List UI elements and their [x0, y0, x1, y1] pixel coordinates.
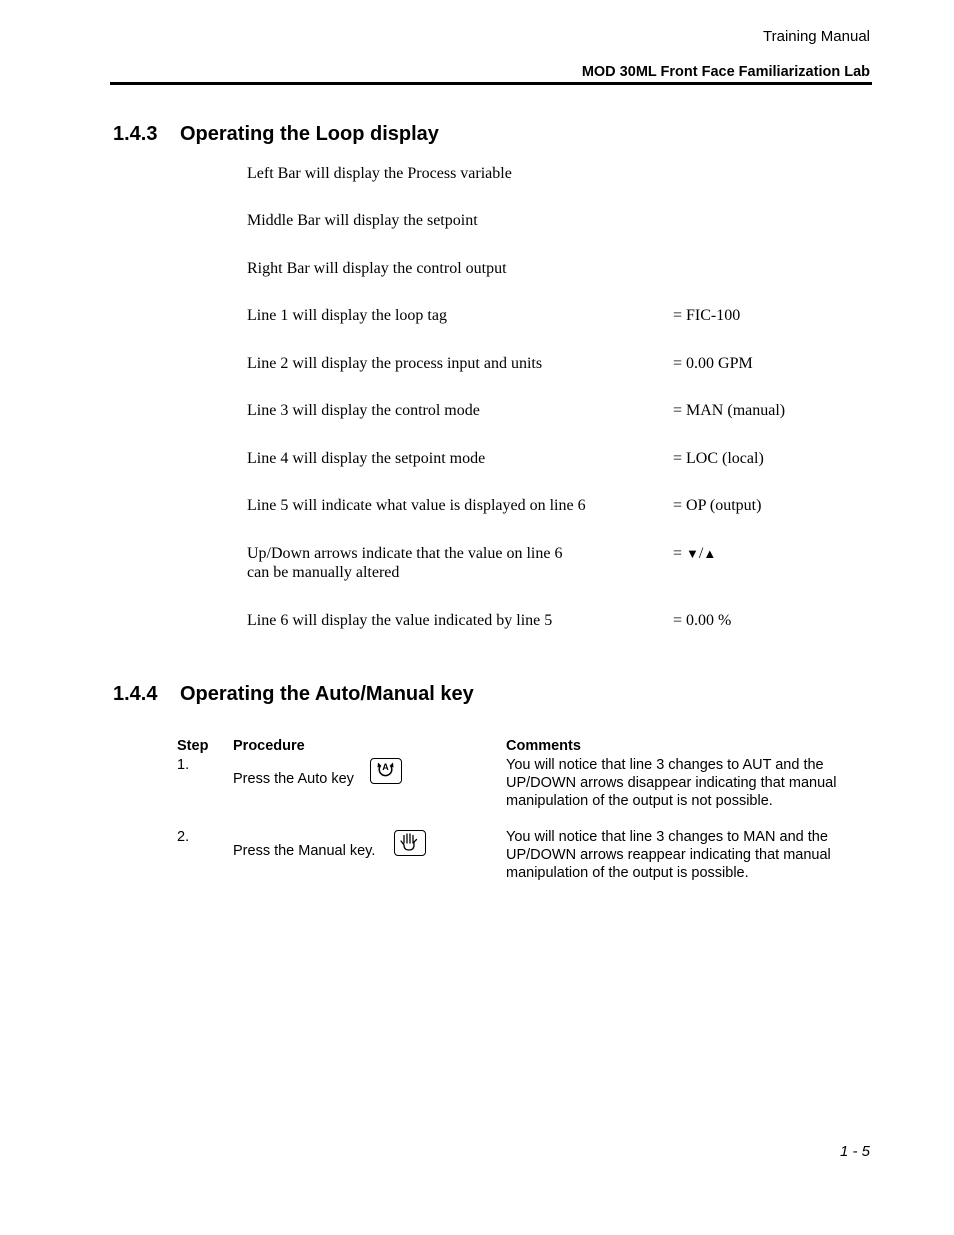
- loop-item-text: Line 4 will display the setpoint mode: [247, 450, 486, 467]
- down-arrow-icon: ▼: [686, 546, 699, 561]
- header-divider: [110, 82, 872, 85]
- column-header-step: Step: [177, 738, 209, 754]
- loop-item-value: [673, 544, 716, 563]
- section-title: Operating the Auto/Manual key: [180, 683, 474, 705]
- procedure-text: Press the Manual key.: [233, 843, 376, 859]
- loop-item-text: Line 6 will display the value indicated by line 5: [247, 612, 553, 629]
- section-heading-auto-manual: [113, 683, 474, 706]
- loop-item-text: Line 1 will display the loop tag: [247, 307, 447, 324]
- section-heading-loop-display: [113, 123, 439, 146]
- up-arrow-icon: ▲: [703, 546, 717, 561]
- column-header-comments: Comments: [506, 738, 581, 754]
- loop-item-value: = OP (output): [673, 497, 762, 514]
- column-header-procedure: Procedure: [233, 738, 305, 754]
- section-title: Operating the Loop display: [180, 123, 439, 145]
- step-number: 1.: [177, 757, 190, 773]
- loop-item-text: Line 5 will indicate what value is displayed on line 6: [247, 497, 586, 514]
- loop-item-text: Up/Down arrows indicate that the value on line 6 can be manually altered: [247, 545, 563, 581]
- page-number: 1 - 5: [839, 1143, 870, 1160]
- loop-item-value: = 0.00 GPM: [673, 355, 753, 372]
- step-number: 2.: [177, 829, 190, 845]
- svg-text:A: A: [382, 762, 389, 772]
- loop-item-text: Right Bar will display the control output: [247, 260, 507, 277]
- loop-item-text: Middle Bar will display the setpoint: [247, 212, 478, 229]
- loop-item-value: = LOC (local): [673, 450, 764, 467]
- procedure-text: Press the Auto key: [233, 771, 354, 787]
- auto-key-icon: [370, 758, 402, 784]
- loop-item-text: Line 3 will display the control mode: [247, 402, 480, 419]
- header-manual-title: Training Manual: [763, 28, 870, 45]
- manual-hand-key-icon: [394, 830, 426, 856]
- header-lab-title: MOD 30ML Front Face Familiarization Lab: [581, 64, 870, 80]
- loop-item-value: = MAN (manual): [673, 402, 786, 419]
- loop-item-value: = FIC-100: [673, 307, 741, 324]
- loop-item-text: Left Bar will display the Process variable: [247, 165, 512, 182]
- section-number: 1.4.3: [113, 123, 158, 145]
- loop-item-text: Line 2 will display the process input and units: [247, 355, 543, 372]
- section-number: 1.4.4: [113, 683, 158, 705]
- value-prefix: =: [673, 545, 687, 562]
- comment-text: You will notice that line 3 changes to MAN and the UP/DOWN arrows reappear indicating that manual manipulation of the output is possible.: [506, 829, 831, 881]
- comment-text: You will notice that line 3 changes to AUT and the UP/DOWN arrows disappear indicating that manual manipulation of the output is not possible.: [506, 757, 837, 809]
- arrow-separator: /: [698, 545, 704, 562]
- loop-item-value: = 0.00 %: [673, 612, 732, 629]
